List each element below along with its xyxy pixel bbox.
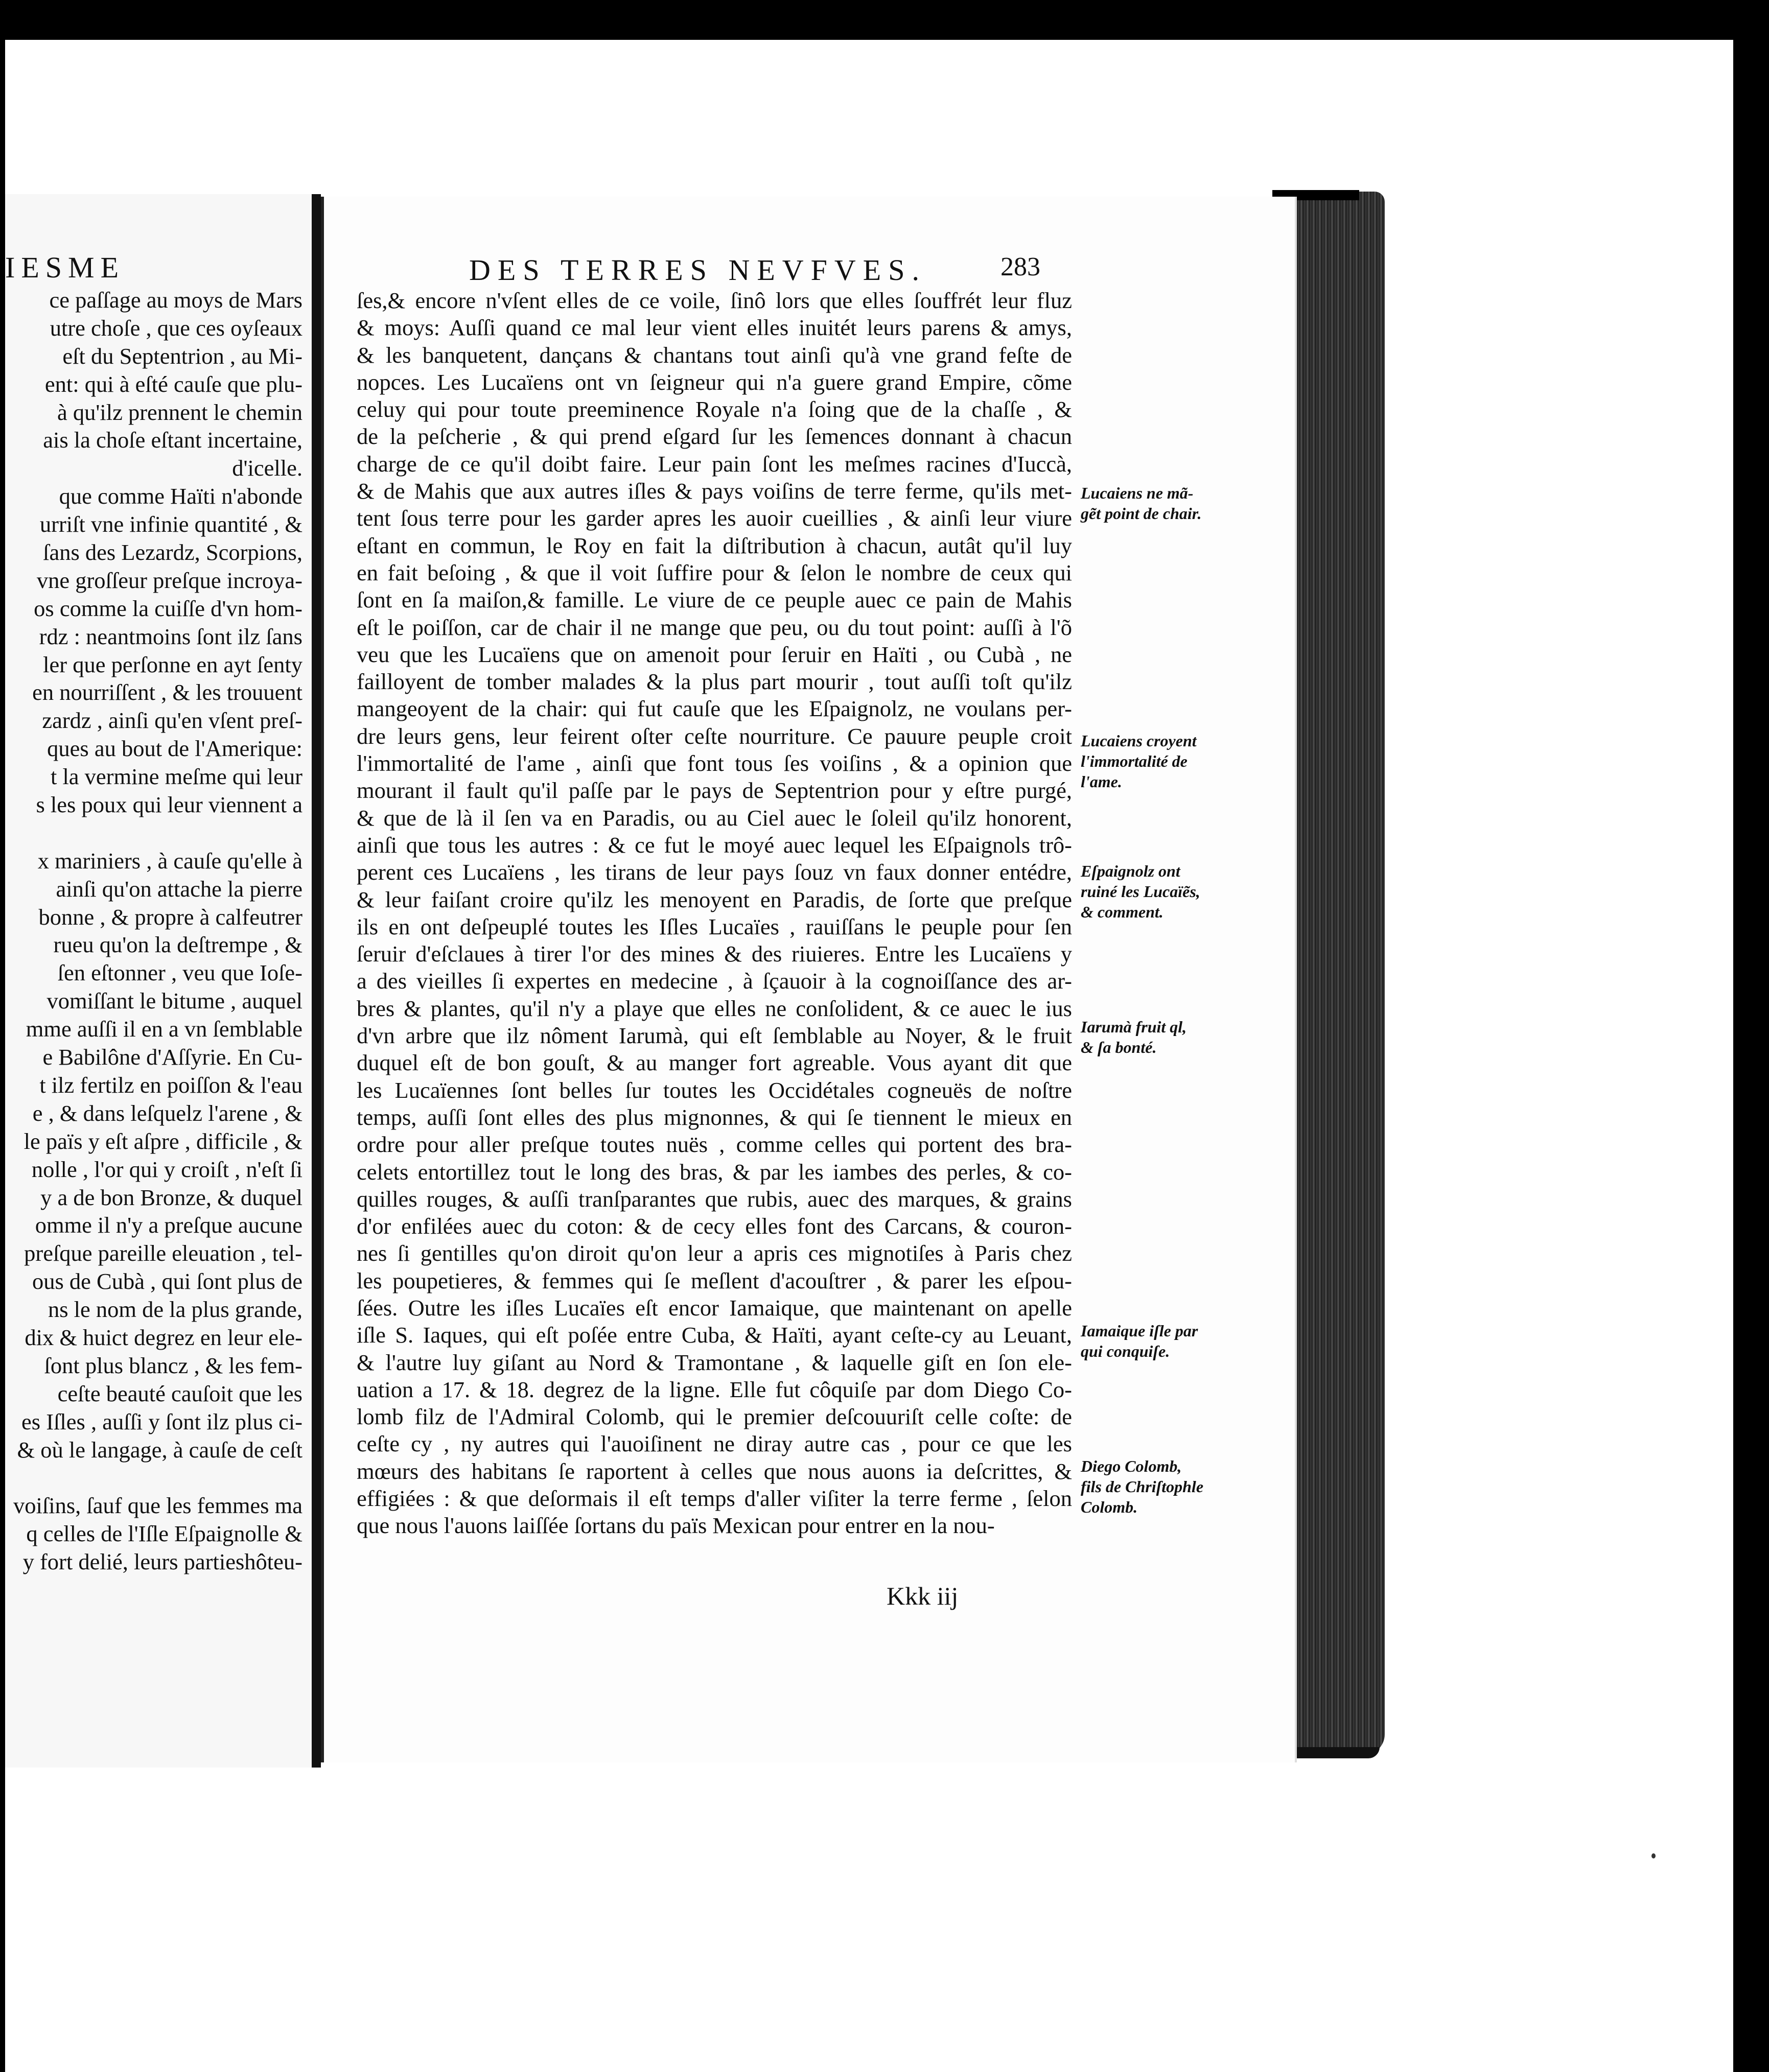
margin-note-6: Diego Colomb, fils de Chriſtophle Colomb. bbox=[1081, 1457, 1204, 1516]
body-text-line: & que de là il ſen va en Paradis, ou au Ciel auec le ſoleil qu'ilz honorent, bbox=[357, 805, 1072, 831]
body-text-line: dre leurs gens, leur feirent oſter ceſte nourriture. Ce pauure peuple croit bbox=[357, 723, 1072, 749]
left-text-line: e Babilône d'Aſſyrie. En Cu- bbox=[42, 1044, 302, 1070]
body-text-line: ordre pour aller preſque toutes nuës , comme celles qui portent des bra- bbox=[357, 1132, 1072, 1158]
body-text-line: ils en ont deſpeuplé toutes les Iſles Lucaïes , rauiſſans le peuple pour ſen bbox=[357, 913, 1072, 939]
body-text-line: mangeoyent de la chair: qui fut cauſe que les Eſpaignolz, ne voulans per- bbox=[357, 696, 1072, 722]
scan-speck bbox=[1651, 1853, 1656, 1858]
body-text-line: ſeruir d'eſclaues à tirer l'or des mines & des riuieres. Entre les Lucaïens y bbox=[357, 941, 1072, 967]
left-page bbox=[5, 194, 321, 1768]
body-text-line: ainſi que tous les autres : & ce fut le moyé auec lequel les Eſpaignols trô- bbox=[357, 832, 1072, 858]
left-text-line: que comme Haïti n'abonde bbox=[59, 483, 302, 509]
body-text-line: celuy qui pour toute preeminence Royale n'a ſoing que de la chaſſe , & bbox=[357, 396, 1072, 422]
left-text-line: zardz , ainſi qu'en vſent preſ- bbox=[42, 708, 302, 734]
body-text-line: & leur faiſant croire qu'ilz les menoyent en Paradis, de ſorte que preſque bbox=[357, 886, 1072, 912]
body-text-line: l'immortalité de l'ame , ainſi que font tous ſes voiſins , & a opinion que bbox=[357, 750, 1072, 776]
left-text-line: vne groſſeur preſque incroya- bbox=[36, 567, 302, 593]
left-text-line: rdz : neantmoins ſont ilz ſans bbox=[39, 623, 302, 649]
body-text-line: ſées. Outre les iſles Lucaïes eſt encor Iamaique, que maintenant on apelle bbox=[357, 1294, 1072, 1321]
body-text-line: perent ces Lucaïens , les tirans de leur pays ſouz vn faux donner entédre, bbox=[357, 859, 1072, 885]
body-text-line: en fait beſoing , & que il voit ſuffire pour & ſelon le nombre de ceux qui bbox=[357, 559, 1072, 585]
body-text bbox=[357, 287, 1072, 1540]
body-text-line: nes ſi gentilles qu'on diroit qu'on leur a apris ces mignotiſes à Paris chez bbox=[357, 1240, 1072, 1266]
left-text-line: ais la choſe eſtant incertaine, bbox=[43, 427, 302, 453]
left-page-text bbox=[5, 286, 302, 1576]
body-text-line: duquel eſt de bon gouſt, & au manger fort agreable. Vous ayant dit que bbox=[357, 1050, 1072, 1076]
body-text-line: les Lucaïennes ſont belles ſur toutes les Occidétales cogneuës de noſtre bbox=[357, 1077, 1072, 1103]
left-text-line: ceſte beauté cauſoit que les bbox=[57, 1380, 302, 1406]
body-text-line: les poupetieres, & femmes qui ſe meſlent d'acouſtrer , & parer les eſpou- bbox=[357, 1267, 1072, 1293]
running-head: DES TERRES NEVFVES. bbox=[469, 253, 926, 287]
left-text-line: es Iſles , auſſi y ſont ilz plus ci- bbox=[21, 1408, 302, 1434]
left-text-line: e , & dans leſquelz l'arene , & bbox=[32, 1100, 302, 1126]
left-text-line: preſque pareille eleuation , tel- bbox=[24, 1240, 302, 1266]
body-text-line: ſont en ſa maiſon,& famille. Le viure de ce peuple auec ce pain de Mahis bbox=[357, 587, 1072, 613]
signature-mark: Kkk iij bbox=[887, 1582, 959, 1610]
left-text-line: voiſins, ſauf que les femmes ma bbox=[13, 1493, 302, 1519]
left-text-line: bonne , & propre à calfeutrer bbox=[38, 904, 302, 930]
body-text-line: mourant il fault qu'il paſſe par le pays de Septentrion pour y eſtre purgé, bbox=[357, 778, 1072, 804]
left-running-head: IESME bbox=[5, 251, 125, 284]
left-text-line: eſt du Septentrion , au Mi- bbox=[62, 343, 302, 369]
left-text-line: ainſi qu'on attache la pierre bbox=[56, 876, 302, 902]
left-text-line: t la vermine meſme qui leur bbox=[50, 764, 302, 790]
body-text-line: que nous l'auons laiſſée ſortans du païs Mexican pour entrer en la nou- bbox=[357, 1513, 995, 1539]
scan-border-right bbox=[1733, 0, 1769, 2072]
body-text-line: quilles rouges, & auſſi tranſparantes que rubis, auec des marques, & grains bbox=[357, 1186, 1072, 1212]
left-text-line: nolle , l'or qui y croiſt , n'eſt ſi bbox=[31, 1156, 302, 1182]
body-text-line: ſes,& encore n'vſent elles de ce voile, ſinô lors que elles ſouffrét leur fluz bbox=[357, 288, 1072, 313]
left-text-line: le païs y eſt aſpre , difficile , & bbox=[24, 1128, 302, 1154]
left-text-line: utre choſe , que ces oyſeaux bbox=[50, 315, 302, 341]
body-text-line: d'or enfilées auec du coton: & de cecy elles font des Carcans, & couron- bbox=[357, 1213, 1072, 1239]
body-text-line: eſt le poiſſon, car de chair il ne mange que peu, ou du tout point: auſſi à l'õ bbox=[357, 614, 1072, 640]
body-text-line: iſle S. Iaques, qui eſt poſée entre Cuba, & Haïti, ayant ceſte-cy au Leuant, bbox=[357, 1322, 1072, 1348]
margin-note-5: Iamaique iſle par qui conquiſe. bbox=[1081, 1322, 1198, 1360]
left-text-line: mme auſſi il en a vn ſemblable bbox=[26, 1016, 302, 1042]
body-text-line: uation a 17. & 18. degrez de la ligne. Elle fut côquiſe par dom Diego Co- bbox=[357, 1376, 1072, 1402]
left-text-line: os comme la cuiſſe d'vn hom- bbox=[34, 595, 302, 621]
body-text-line: de la peſcherie , & qui prend eſgard ſur les ſemences donnant à chacun bbox=[357, 423, 1072, 450]
left-text-line: ous de Cubà , qui ſont plus de bbox=[32, 1268, 302, 1294]
body-text-line: lomb filz de l'Admiral Colomb, qui le premier deſcouuriſt celle coſte: de bbox=[357, 1404, 1072, 1430]
left-text-line: vomiſſant le bitume , auquel bbox=[46, 988, 302, 1014]
body-text-line: a des vieilles ſi expertes en medecine , à ſçauoir à la cognoiſſance des ar- bbox=[357, 968, 1072, 994]
body-text-line: mœurs des habitans ſe raportent à celles que nous auons ia deſcrittes, & bbox=[357, 1458, 1072, 1484]
page-number: 283 bbox=[1000, 252, 1040, 281]
left-text-line: s les poux qui leur viennent a bbox=[36, 792, 302, 818]
left-text-line: en nourriſſent , & les trouuent bbox=[32, 679, 302, 705]
left-text-line: ler que perſonne en ayt ſenty bbox=[43, 651, 302, 677]
left-text-line: ce paſſage au moys de Mars bbox=[49, 287, 302, 313]
margin-note-3: Eſpaignolz ont ruiné les Lucaïẽs, & comment. bbox=[1081, 862, 1200, 921]
body-text-line: nopces. Les Lucaïens ont vn ſeigneur qui n'a guere grand Empire, cõme bbox=[357, 369, 1072, 395]
body-text-line: d'vn arbre que ilz nôment Iarumà, qui eſt ſemblable au Noyer, & le fruit bbox=[357, 1023, 1072, 1049]
left-text-line: ſen eſtonner , veu que Ioſe- bbox=[57, 960, 302, 986]
left-text-line: ent: qui à eſté cauſe que plu- bbox=[44, 371, 302, 397]
body-text-line: bres & plantes, qu'il n'y a playe que elles ne conſolident, & ce auec le ius bbox=[357, 995, 1072, 1021]
left-text-line: ſont plus blancz , & les fem- bbox=[44, 1352, 302, 1378]
body-text-line: & moys: Auſſi quand ce mal leur vient elles inuitét leurs parens & amys, bbox=[357, 315, 1072, 341]
left-text-line: q celles de l'Iſle Eſpaignolle & bbox=[26, 1521, 302, 1547]
left-text-line: t ilz fertilz en poiſſon & l'eau bbox=[39, 1072, 302, 1098]
body-text-line: veu que les Lucaïens que on amenoit pour ſeruir en Haïti , ou Cubà , ne bbox=[357, 641, 1072, 667]
margin-note-4: Iarumà fruit ql, & ſa bonté. bbox=[1081, 1018, 1187, 1056]
left-text-line: ns le nom de la plus grande, bbox=[48, 1297, 302, 1323]
margin-note-2: Lucaiens croyent l'immortalité de l'ame. bbox=[1081, 732, 1197, 791]
left-text-line: d'icelle. bbox=[232, 455, 302, 481]
left-text-line: rueu qu'on la deſtrempe , & bbox=[53, 932, 302, 958]
left-text-line: x mariniers , à cauſe qu'elle à bbox=[37, 847, 302, 874]
scan-border-left bbox=[0, 0, 5, 2072]
body-text-line: & les banquetent, dançans & chantans tout ainſi qu'à vne grand feſte de bbox=[357, 342, 1072, 368]
left-text-line bbox=[5, 819, 302, 847]
left-text-line: y a de bon Bronze, & duquel bbox=[40, 1184, 302, 1210]
left-text-line: à qu'ilz prennent le chemin bbox=[57, 399, 302, 425]
body-text-line: ceſte cy , ny autres qui l'auoiſinent ne diray autre cas , pour ce que les bbox=[357, 1431, 1072, 1457]
margin-note-1: Lucaiens ne mã- gẽt point de chair. bbox=[1081, 484, 1202, 523]
body-text-line: temps, auſſi ſont elles des plus mignonnes, & qui ſe tiennent le mieux en bbox=[357, 1104, 1072, 1130]
body-text-line: & de Mahis que aux autres iſles & pays voiſins de terre ferme, qu'ils met- bbox=[357, 478, 1072, 504]
left-text-line: omme il n'y a preſque aucune bbox=[35, 1212, 302, 1238]
left-text-line: & où le langage, à cauſe de ceſt bbox=[17, 1437, 302, 1463]
left-text-line: dix & huict degrez en leur ele- bbox=[25, 1324, 302, 1350]
left-text-line bbox=[5, 1464, 302, 1492]
left-text-line: ſans des Lezardz, Scorpions, bbox=[43, 539, 302, 566]
body-text-line: tent ſous terre pour les garder apres les auoir cueillies , & ainſi leur viure bbox=[357, 505, 1072, 531]
body-text-line: & l'autre luy giſant au Nord & Tramontane , & laquelle giſt en ſon ele- bbox=[357, 1349, 1072, 1375]
body-text-line: eſtant en commun, le Roy en fait la diſtribution à chacun, autât qu'il luy bbox=[357, 532, 1072, 558]
left-text-line: y fort delié, leurs partieshôteu- bbox=[22, 1549, 302, 1575]
body-text-line: effigiées : & que deſormais il eſt temps d'aller viſiter la terre ferme , ſelon bbox=[357, 1486, 1072, 1512]
scan-border-top bbox=[0, 0, 1769, 40]
left-text-line: ques au bout de l'Amerique: bbox=[47, 736, 302, 762]
body-text-line: celets entortillez tout le long des bras, & par les iambes des perles, & co- bbox=[357, 1159, 1072, 1185]
body-text-line: charge de ce qu'il doibt faire. Leur pain ſont les meſmes racines d'Iuccà, bbox=[357, 451, 1072, 477]
left-text-line: urriſt vne infinie quantité , & bbox=[39, 511, 302, 537]
body-text-line: failloyent de tomber malades & la plus part mourir , tout auſſi toſt qu'ilz bbox=[357, 669, 1072, 695]
